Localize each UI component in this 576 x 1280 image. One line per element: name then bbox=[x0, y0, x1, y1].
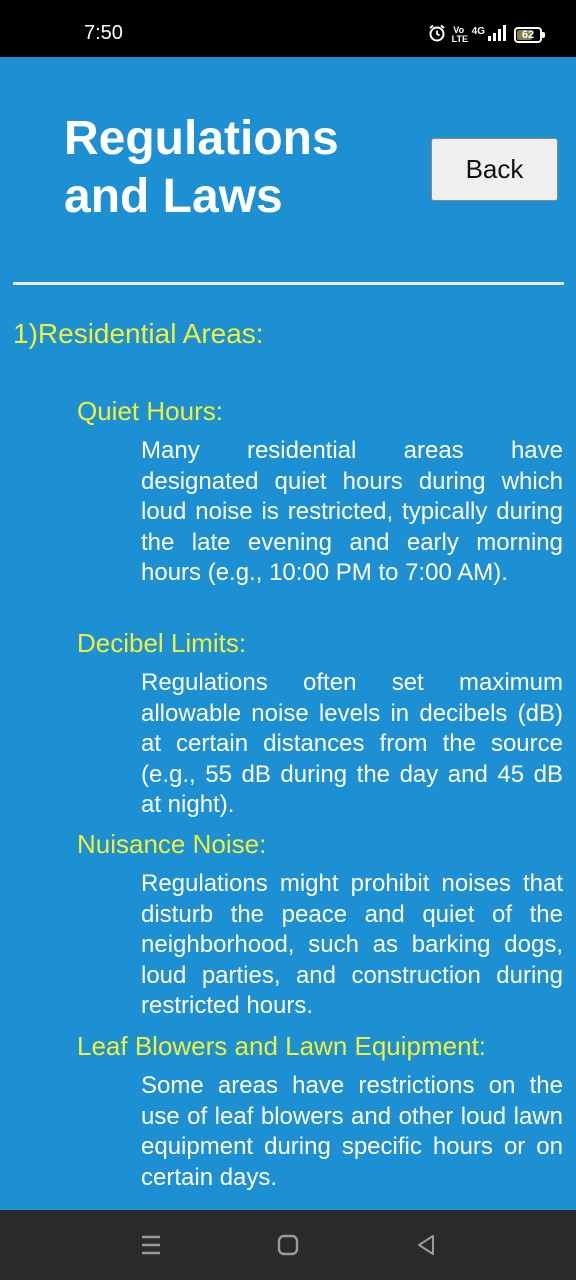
topic-title-decibel-limits: Decibel Limits: bbox=[77, 628, 247, 658]
home-icon bbox=[276, 1233, 300, 1257]
signal-icon bbox=[488, 25, 508, 46]
system-nav-bar bbox=[0, 1210, 576, 1280]
topic-text-leaf-blowers: Some areas have restrictions on the use of leaf blowers and other loud lawn equipment during specific hours or on certain days. bbox=[141, 1072, 563, 1191]
topic-title-leaf-blowers: Leaf Blowers and Lawn Equipment: bbox=[77, 1031, 487, 1061]
topic-title-quiet-hours: Quiet Hours: bbox=[77, 396, 223, 426]
recents-button[interactable] bbox=[116, 1210, 186, 1280]
alarm-icon bbox=[428, 24, 446, 47]
battery-icon bbox=[514, 27, 542, 43]
status-time: 7:50 bbox=[84, 22, 123, 44]
back-button[interactable]: Back bbox=[431, 138, 558, 201]
recents-icon bbox=[139, 1233, 163, 1257]
nav-back-button[interactable] bbox=[391, 1210, 461, 1280]
back-triangle-icon bbox=[414, 1233, 438, 1257]
section-heading: 1)Residential Areas: bbox=[13, 318, 264, 349]
topic-text-nuisance-noise: Regulations might prohibit noises that disturb the peace and quiet of the neighborhood, such as barking dogs, loud parties, and construction during restricted hours. bbox=[141, 870, 563, 1019]
status-bar bbox=[0, 0, 576, 57]
topic-title-nuisance-noise: Nuisance Noise: bbox=[77, 829, 267, 859]
topic-text-decibel-limits: Regulations often set maximum allowable noise levels in decibels (dB) at certain distances from the source (e.g., 55 dB during the day and 45 dB at night). bbox=[141, 669, 563, 818]
volte-icon: Vo LTE bbox=[451, 25, 468, 44]
header-divider bbox=[13, 282, 564, 285]
home-button[interactable] bbox=[253, 1210, 323, 1280]
network-type: 4G bbox=[471, 25, 485, 37]
battery-percent: 62 bbox=[521, 29, 535, 41]
topic-text-quiet-hours: Many residential areas have designated quiet hours during which loud noise is restricted, typically during the late evening and early morning hours (e.g., 10:00 PM to 7:00 AM). bbox=[141, 437, 563, 586]
status-icons bbox=[428, 23, 542, 47]
page-title: Regulations and Laws bbox=[64, 112, 339, 223]
